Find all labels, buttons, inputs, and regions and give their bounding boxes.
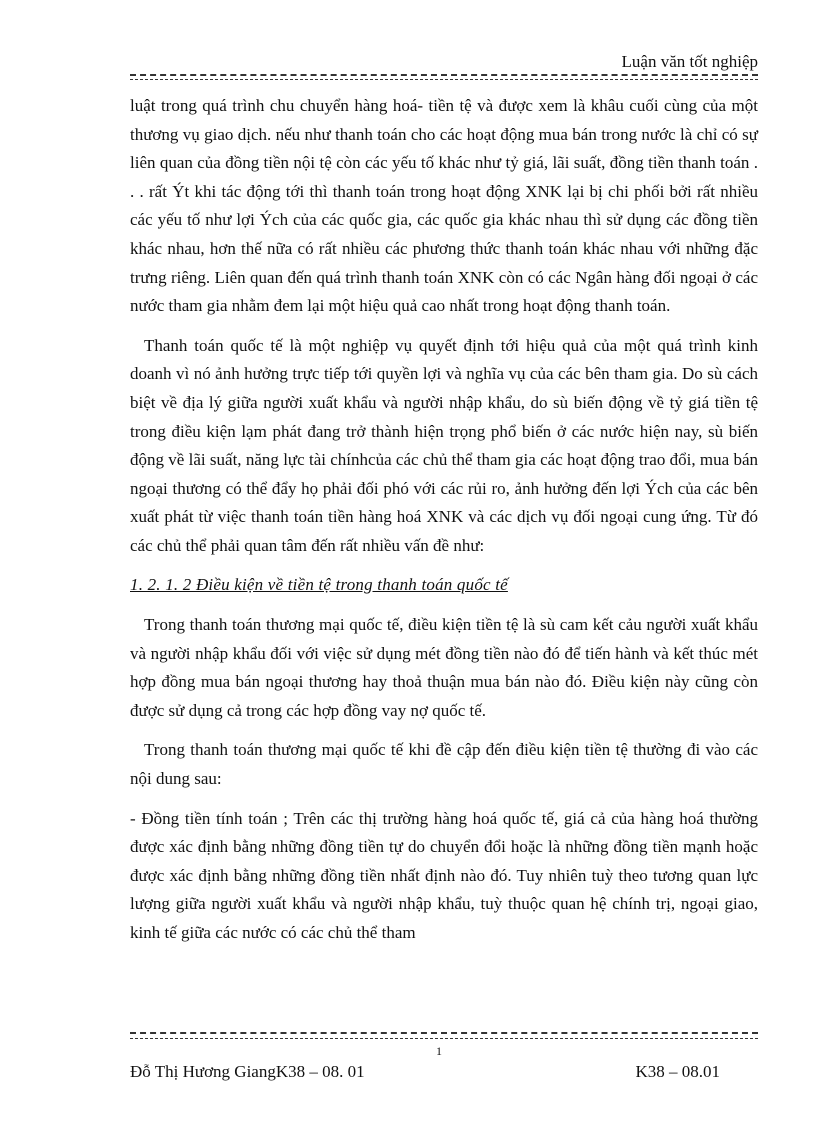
footer-divider <box>130 1032 758 1034</box>
paragraph-contents-intro: Trong thanh toán thương mại quốc tế khi đề cập đến điều kiện tiền tệ thường đi vào các nội dung sau: <box>130 740 758 789</box>
paragraph-international-payment: Thanh toán quốc tế là một nghiệp vụ quyết định tới hiệu quả của một quá trình kinh doanh vì nó ảnh hưởng trực tiếp tới quyền lợi và nghĩa vụ của các bên tham gia. Do sù cách biệt về địa lý giữa người xuất khẩu và người nhập khẩu, do sù biến động về tỷ giá tiền tệ trong điều kiện lạm phát đang trở thành hiện trọng phổ biến ở các nước hiện nay, sù biến động về lãi suất, năng lực tài chínhcủa các chủ thể tham gia các hoạt động trao đổi, mua bán ngoại thương có thể đẩy họ phải đối phó với các rủi ro, ảnh hưởng đến lợi Ých của các bên xuất phát từ việc thanh toán tiền hàng hoá XNK và các dịch vụ đối ngoại cung ứng. Từ đó các chủ thể phải quan tâm đến rất nhiều vấn đề như: <box>130 335 758 555</box>
footer-divider-second <box>130 1038 758 1039</box>
body-text <box>130 92 758 948</box>
paragraph-continuation: luật trong quá trình chu chuyển hàng hoá- tiền tệ và được xem là khâu cuối cùng của một thương vụ giao dịch. nếu như thanh toán cho các hoạt động mua bán trong nước là chỉ có sự liên quan của đồng tiền nội tệ còn các yếu tố khác như tỷ giá, lãi suất, đồng tiền thanh toán . . . rất Ýt khi tác động tới thì thanh toán trong hoạt động XNK lại bị chi phối bởi rất nhiều các yếu tố như lợi Ých của các quốc gia, các quốc gia khác nhau thì sử dụng các đồng tiền khác nhau, hơn thế nữa có rất nhiều các phương thức thanh toán khác nhau với những đặc trưng riêng. Liên quan đến quá trình thanh toán XNK còn có các Ngân hàng đối ngoại ở các nước tham gia nhằm đem lại một hiệu quả cao nhất trong hoạt động thanh toán. <box>130 96 758 316</box>
header-divider <box>130 74 758 76</box>
section-heading: 1. 2. 1. 2 Điều kiện về tiền tệ trong thanh toán quốc tế <box>130 574 508 594</box>
paragraph-calculation-currency: - Đồng tiền tính toán ; Trên các thị trường hàng hoá quốc tế, giá cả của hàng hoá thường được xác định bằng những đồng tiền tự do chuyển đổi hoặc là những đồng tiền mạnh hoặc được xác định bằng những đồng tiền nhất định nào đó. Tuy nhiên tuỳ theo tương quan lực lượng giữa người xuất khẩu và người nhập khẩu, tuỳ thuộc quan hệ chính trị, ngoại giao, kinh tế giữa các nước có các chủ thể tham <box>130 808 758 943</box>
footer-class-code: K38 – 08.01 <box>635 1062 720 1081</box>
header-divider-second <box>130 79 758 80</box>
page-number: 1 <box>436 1044 442 1058</box>
footer-author: Đỗ Thị Hương GiangK38 – 08. 01 <box>130 1062 365 1081</box>
running-header-title: Luận văn tốt nghiệp <box>621 52 758 71</box>
paragraph-currency-condition: Trong thanh toán thương mại quốc tế, điều kiện tiền tệ là sù cam kết cảu người xuất khẩu và người nhập khẩu đối với việc sử dụng mét đồng tiền nào đó để tiến hành và kết thúc mét hợp đồng mua bán ngoại thương hay thoả thuận mua bán nào đó. Điều kiện này cũng còn được sử dụng cả trong các hợp đồng vay nợ quốc tế. <box>130 615 758 720</box>
